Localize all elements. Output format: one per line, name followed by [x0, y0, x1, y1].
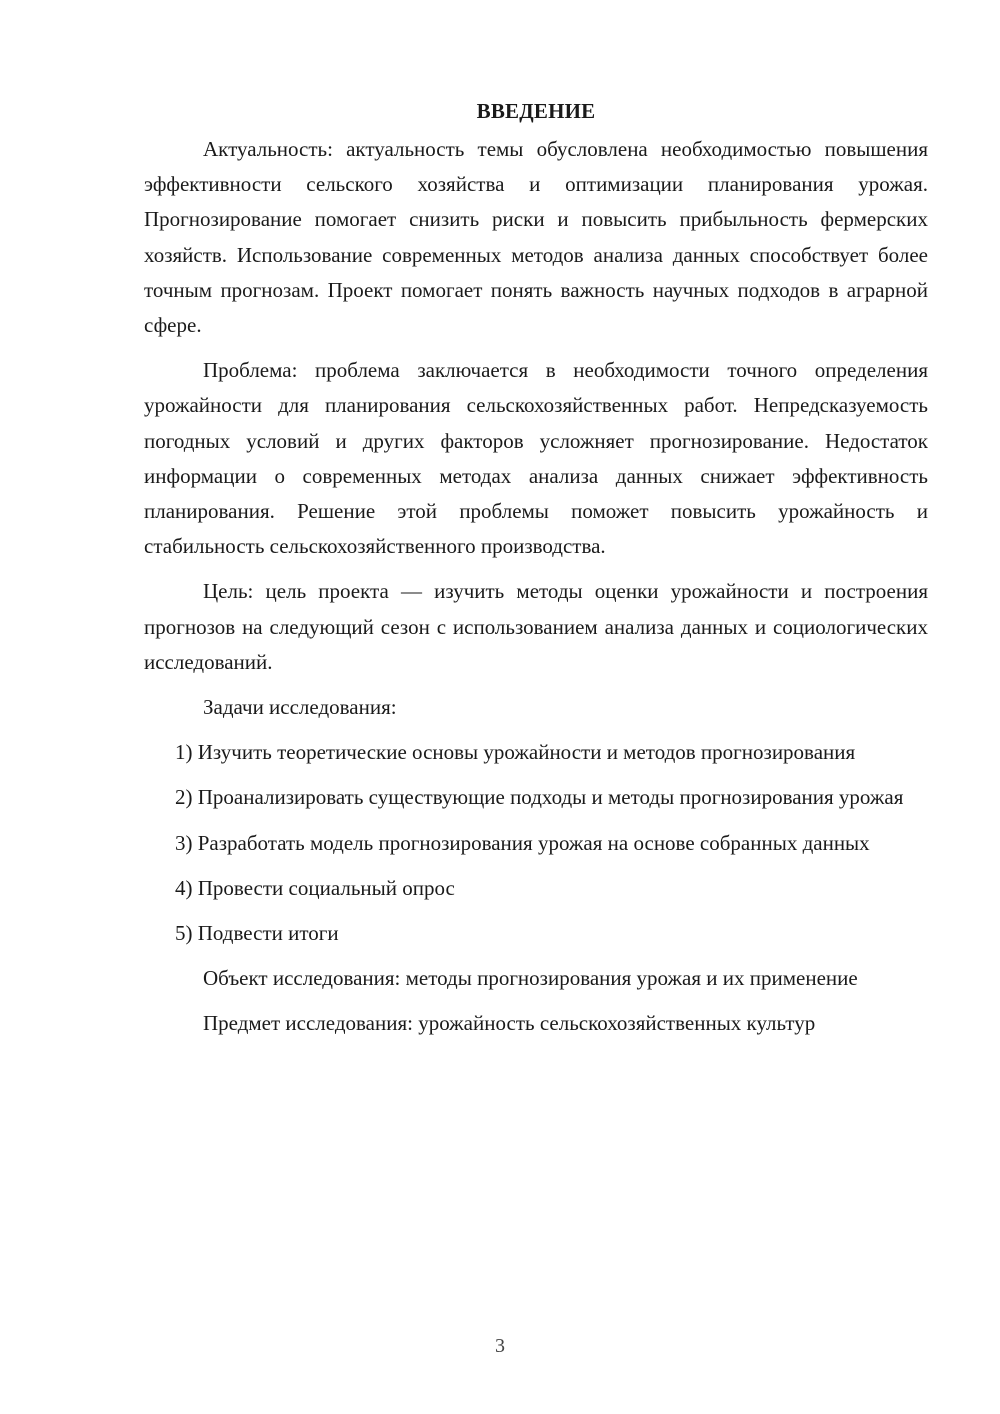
section-title: ВВЕДЕНИЕ — [476, 99, 596, 123]
tasks-heading: Задачи исследования: — [203, 695, 397, 720]
task-item-1: 1) Изучить теоретические основы урожайности и методов прогнозирования — [175, 740, 856, 765]
problem-paragraph: Проблема: проблема заключается в необходимости точного определения урожайности для планирования сельскохозяйственных работ. Непредсказуемость погодных условий и других факторов усложняет прогнозирование. Недостаток информации о современных методах анализа данных снижает эффективность планирования. Решение этой проблемы поможет повысить урожайность и стабильность сельскохозяйственного производства. — [144, 358, 928, 559]
page-number: 3 — [495, 1335, 505, 1357]
relevance-paragraph: Актуальность: актуальность темы обусловлена необходимостью повышения эффективности сельского хозяйства и оптимизации планирования урожая. Прогнозирование помогает снизить риски и повысить прибыльность фермерских хозяйств. Использование современных методов анализа данных способствует более точным прогнозам. Проект помогает понять важность научных подходов в аграрной сфере. — [144, 137, 928, 338]
goal-paragraph: Цель: цель проекта — изучить методы оценки урожайности и построения прогнозов на следующий сезон с использованием анализа данных и социологических исследований. — [144, 579, 928, 674]
subject-paragraph: Предмет исследования: урожайность сельскохозяйственных культур — [203, 1011, 816, 1036]
task-item-3: 3) Разработать модель прогнозирования урожая на основе собранных данных — [175, 830, 870, 855]
page-content — [144, 96, 928, 1052]
object-paragraph: Объект исследования: методы прогнозирования урожая и их применение — [203, 966, 858, 991]
task-item-5: 5) Подвести итоги — [175, 921, 339, 946]
task-item-4: 4) Провести социальный опрос — [175, 875, 455, 900]
task-item-2: 2) Проанализировать существующие подходы и методы прогнозирования урожая — [175, 785, 904, 810]
